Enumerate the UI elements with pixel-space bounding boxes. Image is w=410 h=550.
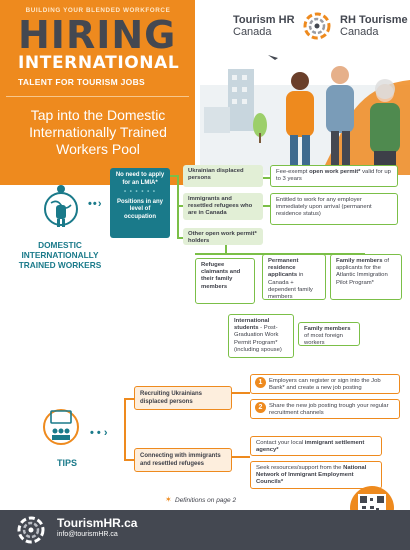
atlantic-bold: Family members: [336, 258, 383, 264]
globe-worker-icon: [43, 183, 79, 235]
tip-4: [250, 461, 382, 489]
step-number-1: 1: [255, 377, 266, 388]
category-ukrainian: [183, 165, 263, 187]
logo-english: [233, 14, 295, 38]
kicker-text: BUILDING YOUR BLENDED WORKFORCE: [25, 7, 171, 14]
connector: [262, 177, 270, 179]
ukrainian-label: Ukrainian displaced persons: [188, 168, 244, 182]
immigrants-detail-text: Entitled to work for any employer immediately upon arrival (permanent residence status): [276, 197, 372, 218]
tip-1: [250, 374, 400, 394]
tip-2: [250, 399, 400, 419]
tip-3-pre: Contact your local: [256, 440, 305, 446]
tagline: Tap into the Domestic Internationally Trained Workers Pool: [29, 107, 167, 157]
category-students: [228, 314, 294, 358]
step-number-2: 2: [255, 402, 266, 413]
connector: [262, 205, 270, 207]
connector: [124, 398, 134, 400]
arrow-right-icon: • • ›: [88, 198, 101, 210]
students-bold: International students: [234, 318, 270, 332]
page-subtitle: INTERNATIONAL: [18, 53, 180, 73]
lmia-text: No need to apply for an LMIA*: [115, 172, 165, 186]
category-immigrants: [183, 193, 263, 220]
connector: [232, 456, 250, 458]
ukrainian-detail-post: valid for up to 3 years: [276, 169, 391, 183]
people-illustration: [200, 45, 410, 175]
connector: [124, 398, 126, 460]
atlantic-rest: of applicants for the Atlantic Immigration Pilot Program*: [336, 258, 390, 286]
tip-3-bold: immigrant settlement agency*: [256, 440, 365, 454]
lmia-info-box: [110, 168, 170, 238]
footer-website-link[interactable]: TourismHR.ca: [57, 516, 138, 530]
connector: [124, 459, 134, 461]
definitions-note: Definitions on page 2: [175, 497, 237, 504]
tip-1-text: Employers can register or sign into the Job Bank* and create a new job posting: [269, 378, 381, 392]
category-claimants: [195, 258, 255, 304]
immigrants-label: Immigrants and resettled refugees who are in Canada: [188, 196, 253, 217]
logo-french: [340, 14, 408, 38]
tip-4-bold: National Network of Immigrant Employment Councils*: [256, 465, 367, 486]
tips-label: TIPS: [57, 458, 78, 468]
tip-4-pre: Seek resources/support from the: [256, 465, 344, 471]
ukrainian-detail-bold: open work permit*: [309, 169, 361, 175]
other-owp-label: Other open work permit* holders: [188, 231, 257, 245]
dots-separator: • • • • • •: [124, 189, 156, 195]
tourism-hr-logo-icon: [15, 514, 47, 546]
tourism-hr-logo-icon: [298, 10, 336, 42]
tip-3: [250, 436, 382, 456]
foreign-rest: of most foreign workers: [304, 333, 343, 347]
category-atlantic: [330, 254, 402, 300]
logo-english-line1: Tourism HR: [233, 14, 295, 26]
domestic-workers-label: DOMESTIC INTERNATIONALLY TRAINED WORKERS: [18, 240, 102, 270]
tip-immigrants-heading: [134, 448, 232, 472]
immigrants-detail: [270, 193, 398, 225]
connector: [232, 392, 250, 394]
foreign-bold: Family members: [304, 326, 351, 332]
tip-ukrainian-heading: [134, 386, 232, 410]
permanent-rest: in Canada + dependent family members: [268, 272, 313, 301]
presentation-icon: [43, 397, 79, 451]
category-foreign-family: [298, 322, 360, 346]
claimants-label: Refugee claimants and their family members: [201, 262, 241, 290]
logo-french-line1: RH Tourisme: [340, 14, 408, 26]
category-other-owp: [183, 228, 263, 245]
ukrainian-detail: [270, 165, 398, 187]
category-permanent: [262, 254, 326, 300]
permanent-bold: Permanent residence applicants: [268, 258, 299, 279]
logo-french-line2: Canada: [340, 26, 379, 38]
asterisk-icon: ✶: [165, 495, 172, 504]
tip-2-text: Share the new job posting trough your regular recruitment channels: [269, 403, 389, 417]
page-title: HIRING: [18, 13, 177, 57]
footer-email-link[interactable]: info@tourismHR.ca: [57, 531, 118, 538]
logo-english-line2: Canada: [233, 26, 272, 38]
arrow-right-icon: • • ›: [90, 427, 108, 439]
ukrainian-detail-pre: Fee-exempt: [276, 169, 310, 175]
tip-ukrainian-heading-text: Recruiting Ukrainians displaced persons: [140, 391, 203, 405]
talent-heading: TALENT FOR TOURISM JOBS: [18, 77, 146, 87]
students-rest: - Post-Graduation Work Permit Program* (including spouse): [234, 325, 282, 353]
tip-immigrants-heading-text: Connecting with immigrants and resettled refugees: [140, 453, 221, 467]
positions-text: Positions in any level of occupation: [116, 198, 163, 220]
header-divider: [6, 96, 189, 97]
